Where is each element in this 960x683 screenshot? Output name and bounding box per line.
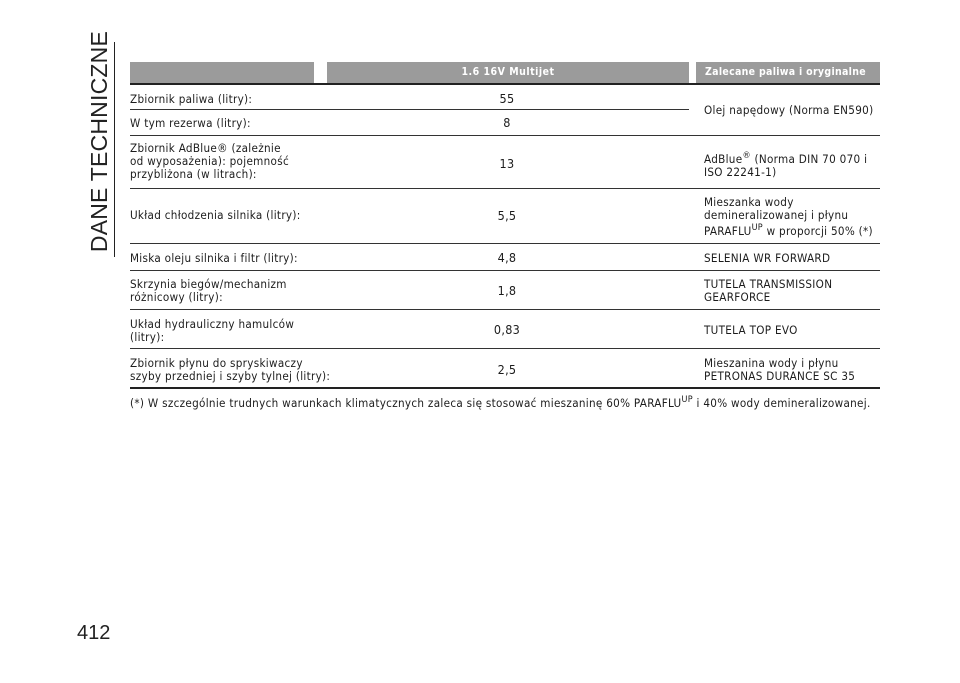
page-number: 412 (77, 622, 111, 644)
section-title: DANE TECHNICZNE (85, 30, 112, 252)
section-divider (114, 42, 115, 257)
header-fluids: Zalecane paliwa i oryginalne smary (696, 62, 880, 83)
row-gearbox-label: Skrzynia biegów/mechanizm różnicowy (litry): (130, 277, 287, 304)
row-fuel-tank-label: Zbiornik paliwa (litry): (130, 92, 253, 106)
row-gearbox-value: 1,8 (497, 283, 517, 298)
fluid-gearbox-oil: TUTELA TRANSMISSION GEARFORCE (704, 277, 833, 304)
row-washer-label: Zbiornik płynu do spryskiwaczy szyby przedniej i szyby tylnej (litry): (130, 356, 331, 383)
row-reserve-label: W tym rezerwa (litry): (130, 116, 251, 130)
fluid-engine-oil: SELENIA WR FORWARD (704, 251, 831, 265)
row-coolant-label: Układ chłodzenia silnika (litry): (130, 208, 301, 222)
row-divider (130, 309, 880, 310)
row-fuel-tank-value: 55 (499, 91, 515, 106)
fluid-adblue: AdBlue® (Norma DIN 70 070 i ISO 22241-1) (704, 151, 868, 179)
fluid-brake: TUTELA TOP EVO (704, 323, 798, 337)
row-divider (130, 348, 880, 349)
row-washer-value: 2,5 (497, 362, 517, 377)
row-oil-label: Miska oleju silnika i filtr (litry): (130, 251, 298, 265)
row-divider (130, 135, 880, 136)
row-adblue-label: Zbiornik AdBlue® (zależnie od wyposażenia): pojemność przybliżona (w litrach): (130, 141, 289, 181)
row-brake-label: Układ hydrauliczny hamulców (litry): (130, 317, 295, 344)
row-divider (130, 188, 880, 189)
fluid-coolant: Mieszanka wody demineralizowanej i płynu $PARAFLU^{UP}$ w proporcji 50% (*) (704, 195, 873, 238)
row-divider (130, 270, 880, 271)
row-adblue-value: 13 (499, 156, 515, 171)
row-oil-value: 4,8 (497, 250, 517, 265)
table-top-rule (130, 83, 880, 85)
table-bottom-rule (130, 387, 880, 389)
row-coolant-value: 5,5 (497, 208, 517, 223)
fluid-fuel: Olej napędowy (Norma EN590) (704, 103, 874, 117)
row-reserve-value: 8 (503, 115, 511, 130)
row-brake-value: 0,83 (493, 322, 521, 337)
footnote: (*) W szczególnie trudnych warunkach klimatycznych zaleca się stosować mieszaninę 60% $PARAFLU^{UP}$ i 40% wody demineralizowanej. (130, 395, 871, 410)
header-engine: 1.6 16V Multijet (327, 62, 689, 83)
fluid-washer: Mieszanina wody i płynu PETRONAS DURANCE SC 35 (704, 356, 856, 383)
row-divider (130, 109, 689, 110)
row-divider (130, 243, 880, 244)
header-blank (130, 62, 314, 83)
